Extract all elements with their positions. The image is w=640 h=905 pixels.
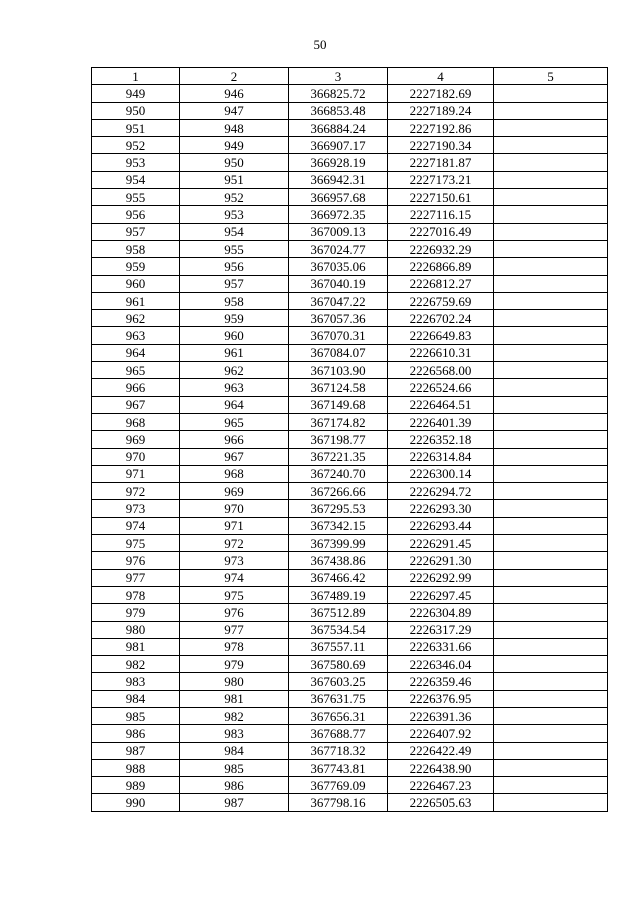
table-cell	[494, 413, 608, 430]
table-cell: 965	[180, 413, 289, 430]
table-row	[92, 604, 608, 621]
table-cell: 367534.54	[289, 621, 388, 638]
table-cell	[494, 690, 608, 707]
table-cell	[494, 344, 608, 361]
table-cell: 367057.36	[289, 310, 388, 327]
table-cell: 367798.16	[289, 794, 388, 811]
table-cell: 976	[180, 604, 289, 621]
table-cell: 2226293.44	[388, 517, 494, 534]
table-cell: 964	[92, 344, 180, 361]
table-cell: 978	[92, 586, 180, 603]
table-cell: 366972.35	[289, 206, 388, 223]
table-cell: 367295.53	[289, 500, 388, 517]
table-cell	[494, 656, 608, 673]
table-cell: 2226568.00	[388, 362, 494, 379]
table-cell	[494, 638, 608, 655]
table-row	[92, 569, 608, 586]
table-cell: 972	[92, 483, 180, 500]
table-cell: 961	[180, 344, 289, 361]
table-cell: 2226866.89	[388, 258, 494, 275]
table-cell: 2226352.18	[388, 431, 494, 448]
table-cell: 981	[180, 690, 289, 707]
table-cell: 2226391.36	[388, 707, 494, 724]
table-cell: 367040.19	[289, 275, 388, 292]
table-row	[92, 707, 608, 724]
table-cell: 966	[92, 379, 180, 396]
table-cell: 987	[92, 742, 180, 759]
table-row	[92, 396, 608, 413]
table-cell: 367070.31	[289, 327, 388, 344]
table-cell: 2226291.30	[388, 552, 494, 569]
table-header-row	[92, 68, 608, 85]
table-cell: 2226314.84	[388, 448, 494, 465]
table-cell: 979	[180, 656, 289, 673]
table-cell	[494, 206, 608, 223]
table-cell	[494, 725, 608, 742]
table-body	[92, 85, 608, 811]
table-cell: 367769.09	[289, 777, 388, 794]
table-cell	[494, 292, 608, 309]
table-cell: 965	[92, 362, 180, 379]
table-cell	[494, 604, 608, 621]
table-cell	[494, 500, 608, 517]
table-cell: 367240.70	[289, 465, 388, 482]
table-cell	[494, 483, 608, 500]
table-cell	[494, 517, 608, 534]
table-cell: 2227192.86	[388, 119, 494, 136]
table-cell: 972	[180, 535, 289, 552]
table-cell: 2226292.99	[388, 569, 494, 586]
table-cell: 986	[92, 725, 180, 742]
table-cell	[494, 275, 608, 292]
table-cell: 951	[92, 119, 180, 136]
table-cell: 2226297.45	[388, 586, 494, 603]
table-cell: 367266.66	[289, 483, 388, 500]
table-row	[92, 258, 608, 275]
table-cell: 2226300.14	[388, 465, 494, 482]
table-row	[92, 777, 608, 794]
table-cell: 366942.31	[289, 171, 388, 188]
column-header-1: 1	[92, 68, 180, 85]
table-cell: 367557.11	[289, 638, 388, 655]
table-cell: 956	[92, 206, 180, 223]
table-cell: 970	[92, 448, 180, 465]
table-cell: 962	[92, 310, 180, 327]
table-cell	[494, 85, 608, 102]
table-cell: 950	[92, 102, 180, 119]
table-cell	[494, 742, 608, 759]
table-row	[92, 240, 608, 257]
table-cell: 367174.82	[289, 413, 388, 430]
table-cell	[494, 119, 608, 136]
table-cell: 958	[92, 240, 180, 257]
table-cell: 367149.68	[289, 396, 388, 413]
table-cell: 963	[180, 379, 289, 396]
table-cell: 962	[180, 362, 289, 379]
column-header-4: 4	[388, 68, 494, 85]
table-cell: 367466.42	[289, 569, 388, 586]
table-cell: 973	[180, 552, 289, 569]
table-cell: 977	[180, 621, 289, 638]
table-cell: 2226524.66	[388, 379, 494, 396]
table-cell: 2226331.66	[388, 638, 494, 655]
table-cell: 959	[180, 310, 289, 327]
table-cell: 984	[180, 742, 289, 759]
table-cell: 367580.69	[289, 656, 388, 673]
table-cell: 2227150.61	[388, 189, 494, 206]
table-cell: 966	[180, 431, 289, 448]
table-row	[92, 379, 608, 396]
table-cell: 980	[92, 621, 180, 638]
table-cell	[494, 794, 608, 811]
table-row	[92, 189, 608, 206]
table-cell: 2226422.49	[388, 742, 494, 759]
table-row	[92, 154, 608, 171]
table-cell: 977	[92, 569, 180, 586]
table-cell: 2226702.24	[388, 310, 494, 327]
table-cell	[494, 154, 608, 171]
table-cell	[494, 569, 608, 586]
table-cell: 984	[92, 690, 180, 707]
table-row	[92, 327, 608, 344]
table-cell: 969	[92, 431, 180, 448]
table-cell: 367489.19	[289, 586, 388, 603]
table-cell: 2227016.49	[388, 223, 494, 240]
table-cell: 367047.22	[289, 292, 388, 309]
table-cell: 367718.32	[289, 742, 388, 759]
table-cell: 983	[180, 725, 289, 742]
table-cell: 367221.35	[289, 448, 388, 465]
table-cell: 366957.68	[289, 189, 388, 206]
table-cell	[494, 465, 608, 482]
column-header-2: 2	[180, 68, 289, 85]
table-cell: 2227189.24	[388, 102, 494, 119]
table-cell	[494, 777, 608, 794]
table-cell: 975	[180, 586, 289, 603]
table-cell: 961	[92, 292, 180, 309]
table-cell: 950	[180, 154, 289, 171]
table-row	[92, 465, 608, 482]
table-cell: 946	[180, 85, 289, 102]
table-cell: 367656.31	[289, 707, 388, 724]
table-cell: 982	[92, 656, 180, 673]
table-cell: 2226376.95	[388, 690, 494, 707]
table-cell: 367198.77	[289, 431, 388, 448]
table-cell: 948	[180, 119, 289, 136]
table-row	[92, 223, 608, 240]
table-cell: 954	[92, 171, 180, 188]
table-cell: 367084.07	[289, 344, 388, 361]
table-cell: 2227182.69	[388, 85, 494, 102]
table-cell: 955	[180, 240, 289, 257]
table-cell: 2226359.46	[388, 673, 494, 690]
table-row	[92, 171, 608, 188]
table-row	[92, 483, 608, 500]
table-cell	[494, 240, 608, 257]
table-row	[92, 586, 608, 603]
table-cell: 980	[180, 673, 289, 690]
table-cell: 366884.24	[289, 119, 388, 136]
table-cell: 367399.99	[289, 535, 388, 552]
table-cell: 367124.58	[289, 379, 388, 396]
table-cell: 971	[92, 465, 180, 482]
table-cell	[494, 379, 608, 396]
table-row	[92, 448, 608, 465]
table-cell: 2227116.15	[388, 206, 494, 223]
table-row	[92, 413, 608, 430]
table-cell: 968	[180, 465, 289, 482]
table-cell	[494, 448, 608, 465]
table-cell: 967	[92, 396, 180, 413]
table-cell: 2226304.89	[388, 604, 494, 621]
table-cell: 2226401.39	[388, 413, 494, 430]
table-cell: 960	[180, 327, 289, 344]
table-cell: 986	[180, 777, 289, 794]
table-row	[92, 725, 608, 742]
table-row	[92, 344, 608, 361]
table-cell: 2226812.27	[388, 275, 494, 292]
table-cell: 2226438.90	[388, 759, 494, 776]
table-cell	[494, 310, 608, 327]
column-header-5: 5	[494, 68, 608, 85]
table-cell: 955	[92, 189, 180, 206]
table-cell: 367342.15	[289, 517, 388, 534]
table-cell	[494, 621, 608, 638]
coordinates-table	[91, 67, 608, 812]
table-cell: 987	[180, 794, 289, 811]
table-cell: 988	[92, 759, 180, 776]
page-number: 50	[313, 37, 327, 52]
table-cell: 2226407.92	[388, 725, 494, 742]
table-cell: 2226293.30	[388, 500, 494, 517]
table-cell	[494, 673, 608, 690]
table-cell: 951	[180, 171, 289, 188]
table-cell: 2226291.45	[388, 535, 494, 552]
table-cell: 979	[92, 604, 180, 621]
table-cell: 990	[92, 794, 180, 811]
table-cell: 952	[92, 137, 180, 154]
table-cell	[494, 707, 608, 724]
table-row	[92, 310, 608, 327]
table-cell: 2226649.83	[388, 327, 494, 344]
table-cell: 367743.81	[289, 759, 388, 776]
table-cell: 2226467.23	[388, 777, 494, 794]
table-row	[92, 673, 608, 690]
table-cell: 957	[180, 275, 289, 292]
table-cell: 963	[92, 327, 180, 344]
table-row	[92, 102, 608, 119]
table-cell: 949	[92, 85, 180, 102]
table-cell: 2227181.87	[388, 154, 494, 171]
table-row	[92, 292, 608, 309]
table-cell: 985	[92, 707, 180, 724]
table-row	[92, 517, 608, 534]
column-header-3: 3	[289, 68, 388, 85]
table-row	[92, 759, 608, 776]
table-row	[92, 85, 608, 102]
table-cell: 982	[180, 707, 289, 724]
table-cell: 952	[180, 189, 289, 206]
table-cell: 947	[180, 102, 289, 119]
table-row	[92, 431, 608, 448]
table-cell: 366853.48	[289, 102, 388, 119]
table-cell: 970	[180, 500, 289, 517]
table-cell: 366907.17	[289, 137, 388, 154]
table-cell: 367688.77	[289, 725, 388, 742]
table-cell: 964	[180, 396, 289, 413]
table-cell: 954	[180, 223, 289, 240]
table-cell: 978	[180, 638, 289, 655]
table-cell: 367631.75	[289, 690, 388, 707]
table-cell: 2227190.34	[388, 137, 494, 154]
table-cell: 953	[180, 206, 289, 223]
table-cell: 2227173.21	[388, 171, 494, 188]
table-cell: 971	[180, 517, 289, 534]
table-cell	[494, 396, 608, 413]
table-row	[92, 656, 608, 673]
table-cell: 960	[92, 275, 180, 292]
table-cell: 967	[180, 448, 289, 465]
table-cell	[494, 759, 608, 776]
table-row	[92, 552, 608, 569]
table-cell: 949	[180, 137, 289, 154]
table-row	[92, 137, 608, 154]
table-cell: 983	[92, 673, 180, 690]
table-cell: 953	[92, 154, 180, 171]
table-cell: 2226317.29	[388, 621, 494, 638]
table-row	[92, 690, 608, 707]
table-cell	[494, 362, 608, 379]
table-cell: 2226932.29	[388, 240, 494, 257]
table-cell: 989	[92, 777, 180, 794]
table-cell	[494, 258, 608, 275]
table-cell: 2226346.04	[388, 656, 494, 673]
table-cell: 366928.19	[289, 154, 388, 171]
table-row	[92, 742, 608, 759]
table-cell: 956	[180, 258, 289, 275]
table-cell	[494, 102, 608, 119]
table-cell: 367103.90	[289, 362, 388, 379]
table-cell: 975	[92, 535, 180, 552]
table-cell: 968	[92, 413, 180, 430]
table-cell: 958	[180, 292, 289, 309]
table-cell: 957	[92, 223, 180, 240]
table-cell: 985	[180, 759, 289, 776]
table-cell: 2226294.72	[388, 483, 494, 500]
table-row	[92, 638, 608, 655]
table-cell: 959	[92, 258, 180, 275]
table-row	[92, 362, 608, 379]
table-cell: 367024.77	[289, 240, 388, 257]
table-cell	[494, 586, 608, 603]
table-cell: 367512.89	[289, 604, 388, 621]
table-cell: 2226759.69	[388, 292, 494, 309]
table-cell	[494, 189, 608, 206]
table-cell	[494, 171, 608, 188]
table-cell: 366825.72	[289, 85, 388, 102]
table-cell: 367009.13	[289, 223, 388, 240]
table-cell: 2226505.63	[388, 794, 494, 811]
table-cell	[494, 223, 608, 240]
table-row	[92, 206, 608, 223]
table-row	[92, 500, 608, 517]
table-cell	[494, 535, 608, 552]
table-row	[92, 621, 608, 638]
table-row	[92, 794, 608, 811]
table-cell	[494, 552, 608, 569]
table-cell: 976	[92, 552, 180, 569]
table-cell: 969	[180, 483, 289, 500]
table-cell: 2226610.31	[388, 344, 494, 361]
table-cell	[494, 327, 608, 344]
table-row	[92, 275, 608, 292]
table-cell: 973	[92, 500, 180, 517]
table-cell: 974	[92, 517, 180, 534]
table-cell: 367438.86	[289, 552, 388, 569]
table-row	[92, 119, 608, 136]
table-cell: 367603.25	[289, 673, 388, 690]
table-cell: 981	[92, 638, 180, 655]
table-cell	[494, 137, 608, 154]
table-cell: 974	[180, 569, 289, 586]
table-row	[92, 535, 608, 552]
table-cell: 367035.06	[289, 258, 388, 275]
table-cell: 2226464.51	[388, 396, 494, 413]
table-cell	[494, 431, 608, 448]
